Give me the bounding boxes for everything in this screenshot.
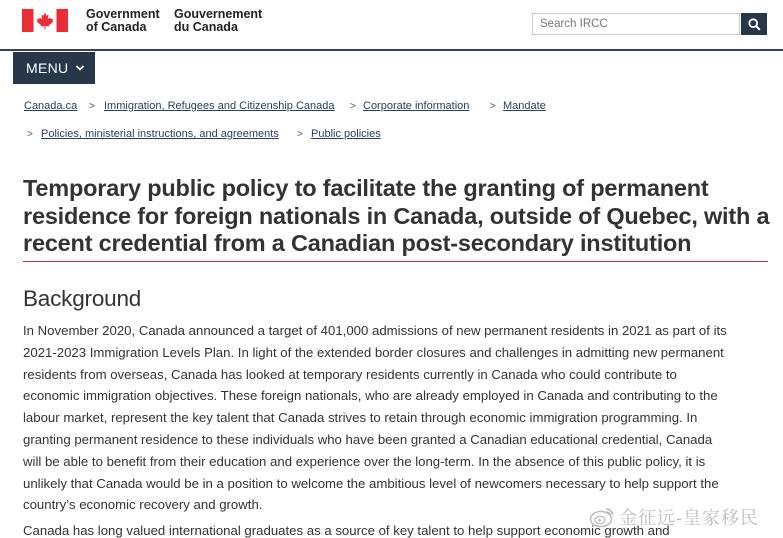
menu-button[interactable] bbox=[13, 52, 95, 84]
weibo-icon bbox=[589, 506, 615, 528]
breadcrumb-link-public-policies[interactable]: Public policies bbox=[311, 128, 381, 140]
paragraph-line: In November 2020, Canada announced a target of 401,000 admissions of new permanent residents in 2021 as part of its bbox=[23, 323, 727, 338]
breadcrumb-link-canada[interactable]: Canada.ca bbox=[24, 100, 78, 112]
breadcrumb-separator: > bbox=[297, 129, 303, 140]
page-title-line: recent credential from a Canadian post-secondary institution bbox=[23, 230, 692, 256]
site-header bbox=[0, 0, 783, 50]
search-button[interactable] bbox=[741, 13, 767, 35]
chevron-down-icon bbox=[75, 63, 85, 73]
paragraph-line: granting permanent residence to these individuals who have been granted a Canadian educational credential, Canada bbox=[23, 431, 713, 447]
wordmark-en-line2: of Canada bbox=[86, 20, 147, 34]
breadcrumb-link-ircc[interactable]: Immigration, Refugees and Citizenship Canada bbox=[104, 100, 335, 112]
watermark bbox=[589, 504, 759, 530]
wordmark-en-line1: Government bbox=[86, 7, 160, 21]
government-of-canada-wordmark-fr[interactable] bbox=[174, 8, 262, 34]
menu-label: MENU bbox=[26, 60, 69, 76]
breadcrumb-separator: > bbox=[490, 101, 496, 112]
page-title-line: residence for foreign nationals in Canada, outside of Quebec, with a bbox=[23, 202, 770, 229]
paragraph-line: country’s economic recovery and growth. bbox=[23, 497, 263, 513]
page-title-line: Temporary public policy to facilitate the granting of permanent bbox=[23, 175, 709, 201]
breadcrumb-separator: > bbox=[89, 101, 95, 112]
paragraph-line: unlikely that Canada would be in a position to welcome the ambitious level of newcomers necessary to help support the bbox=[23, 475, 719, 491]
paragraph-line: 2021-2023 Immigration Levels Plan. In light of the extended border closures and challenges in admitting new permanent bbox=[23, 344, 724, 360]
canada-flag-icon[interactable] bbox=[22, 9, 68, 32]
search-input[interactable] bbox=[532, 13, 740, 35]
search-icon bbox=[748, 18, 761, 31]
next-paragraph-partial: Canada has long valued international graduates as a source of key talent to help support economic growth and bbox=[23, 523, 670, 538]
breadcrumb-link-corporate-information[interactable]: Corporate information bbox=[363, 100, 470, 112]
paragraph-line: economic immigration objectives. These foreign nationals, who are already employed in Canada and contributing to the bbox=[23, 388, 718, 404]
wordmark-fr-line2: du Canada bbox=[174, 20, 238, 34]
wordmark-fr-line1: Gouvernement bbox=[174, 7, 263, 21]
breadcrumb-separator: > bbox=[27, 129, 33, 140]
page-title bbox=[23, 175, 773, 258]
title-underline bbox=[23, 261, 768, 262]
section-heading-background: Background bbox=[23, 286, 142, 311]
government-of-canada-wordmark-en[interactable] bbox=[86, 8, 160, 34]
header-divider bbox=[0, 49, 783, 51]
paragraph-line: will be able to benefit from their education and experience over the long-term. In the absence of this public policy, it is bbox=[23, 453, 706, 469]
breadcrumb-link-mandate[interactable]: Mandate bbox=[503, 100, 546, 112]
breadcrumb-link-policies[interactable]: Policies, ministerial instructions, and agreements bbox=[41, 128, 279, 140]
background-paragraph bbox=[23, 320, 768, 516]
paragraph-line: residents from overseas, Canada has looked at temporary residents currently in Canada who could contribute to bbox=[23, 366, 677, 382]
watermark-text: 金征远-皇家移民 bbox=[619, 508, 759, 528]
paragraph-line: labour market, represent the key talent that Canada strives to retain through economic immigration programming. In bbox=[23, 410, 698, 426]
breadcrumb-separator: > bbox=[350, 101, 356, 112]
